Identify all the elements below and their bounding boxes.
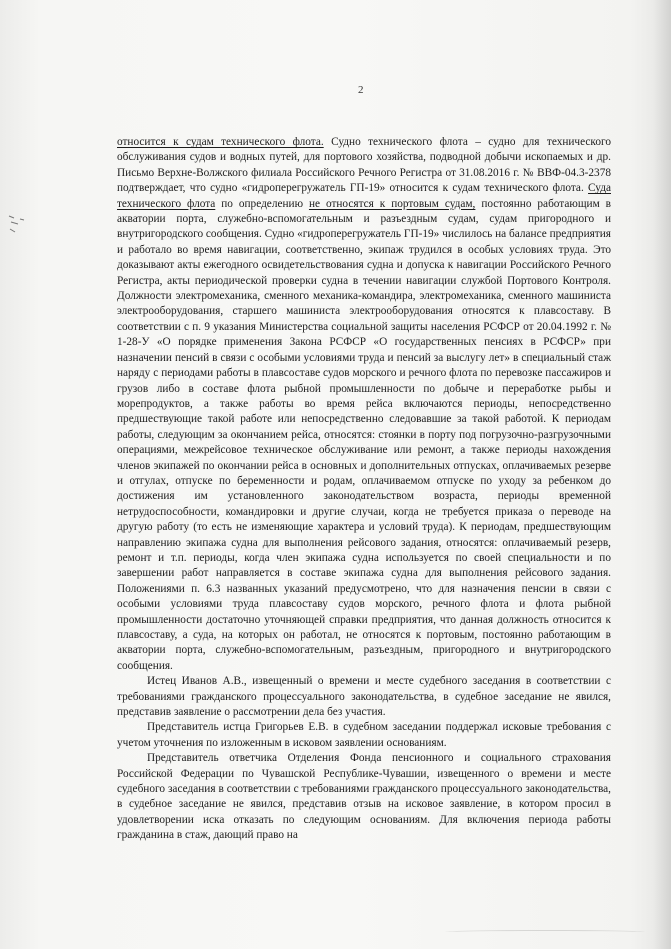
scan-edge-shadow (653, 0, 671, 949)
paragraph-text: Судно технического флота – судно для технического обслуживания судов и водных путей, для портового хозяйства, подводной добычи ископаемых и др. Письмо Верхне-Волжского филиала Российского Речного Регистра от 31.08.2016 г. № ВВФ-04.3-2378 подтверждает, что судно «гидроперегружатель ГП-19» относится к судам технического флота. (117, 136, 611, 195)
paragraph-1 (117, 135, 611, 674)
underlined-phrase: Суда технического флота (117, 182, 611, 210)
paragraph-text: по определению (215, 197, 309, 210)
scan-artifact-curve (445, 930, 645, 934)
underlined-phrase: не относятся к портовым судам, (308, 197, 476, 210)
page-number: 2 (358, 84, 364, 96)
paragraph-text: постоянно работающим в акватории порта, служебно-вспомогательным и разъездным судам, судам пригородного и внутригородского сообщения. Судно «гидроперегружатель ГП-19» числилось на балансе предприятия и работало во время навигации, соответственно, экипаж трудился в особых условиях труда. Это доказывают акты ежегодного освидетельствования судна и допуска к навигации Российского Речного Регистра, акты периодической проверки судна в течении навигации службой Портового Контроля. Должности электромеханика, сменного механика-командира, электромеханика, сменного машиниста электрооборудования, старшего машиниста электрооборудования относятся к плавсоставу. В соответствии с п. 9 указания Министерства социальной защиты населения РСФСР от 20.04.1992 г. № 1-28-У «О порядке применения Закона РСФСР «О государственных пенсиях в РСФСР» при назначении пенсий в связи с особыми условиями труда и пенсий за выслугу лет» в специальный стаж наряду с периодами работы в плавсоставе судов морского и речного флота по перевозке пассажиров и грузов либо в составе флота рыбной промышленности по добыче и переработке рыбы и морепродуктов, а также работы во время рейса включаются периоды, непосредственно предшествующие такой работе или непосредственно следовавшие за такой работой. К периодам работы, следующим за окончанием рейса, относятся: стоянки в порту под погрузочно-разгрузочными операциями, межрейсовое техническое обслуживание или ремонт, а также периоды нахождения членов экипажей по окончании рейса в основных и дополнительных отпусках, оплачиваемых резерве и отгулах, отпуске по беременности и родам, оплачиваемом отпуске по уходу за ребенком до достижения им установленного законодательством возраста, периоды временной нетрудоспособности, командировки и другие случаи, когда не требуется приказа о переводе на другую работу (то есть не изменяющие характера и условий труда). К периодам, предшествующим направлению экипажа судна для выполнения рейсового задания, относятся: оплачиваемый резерв, ремонт и т.п. периоды, когда член экипажа судна используется по своей специальности и по завершении работ направляется в составе экипажа судна для выполнения рейсового задания. Положениями п. 6.3 названных указаний предусмотрено, что для назначения пенсии в связи с особыми условиями труда плавсоставу судов морского, речного флота и флота рыбной промышленности достаточно уточняющей справки предприятия, что данная должность относится к плавсоставу, а суда, на которых он работал, не относятся к портовым, постоянно работающим в акватории порта, служебно-вспомогательным, разъездным, пригородного и внутригородского сообщения. (117, 197, 611, 672)
underlined-phrase: относится к судам технического флота. (117, 136, 324, 148)
paragraph-4: Представитель ответчика Отделения Фонда пенсионного и социального страхования Российской Федерации по Чувашской Республике-Чувашии, извещенного о времени и месте судебного заседания в соответствии с требованиями гражданского процессуального законодательства, в судебное заседание не явился, представив отзыв на исковое заявление, в котором просил в удовлетворении иска отказать по следующим основаниям. Для включения периода работы гражданина в стаж, дающий право на (117, 752, 611, 842)
paragraph-3: Представитель истца Григорьев Е.В. в судебном заседании поддержал исковые требования с учетом уточнения по изложенным в исковом заявлении основаниям. (117, 721, 611, 749)
margin-scribble-mark (6, 210, 28, 240)
document-body (117, 135, 611, 844)
paragraph-2: Истец Иванов А.В., извещенный о времени и месте судебного заседания в соответствии с требованиями гражданского процессуального законодательства, в судебное заседание не явился, представив заявление о рассмотрении дела без участия. (117, 675, 611, 719)
